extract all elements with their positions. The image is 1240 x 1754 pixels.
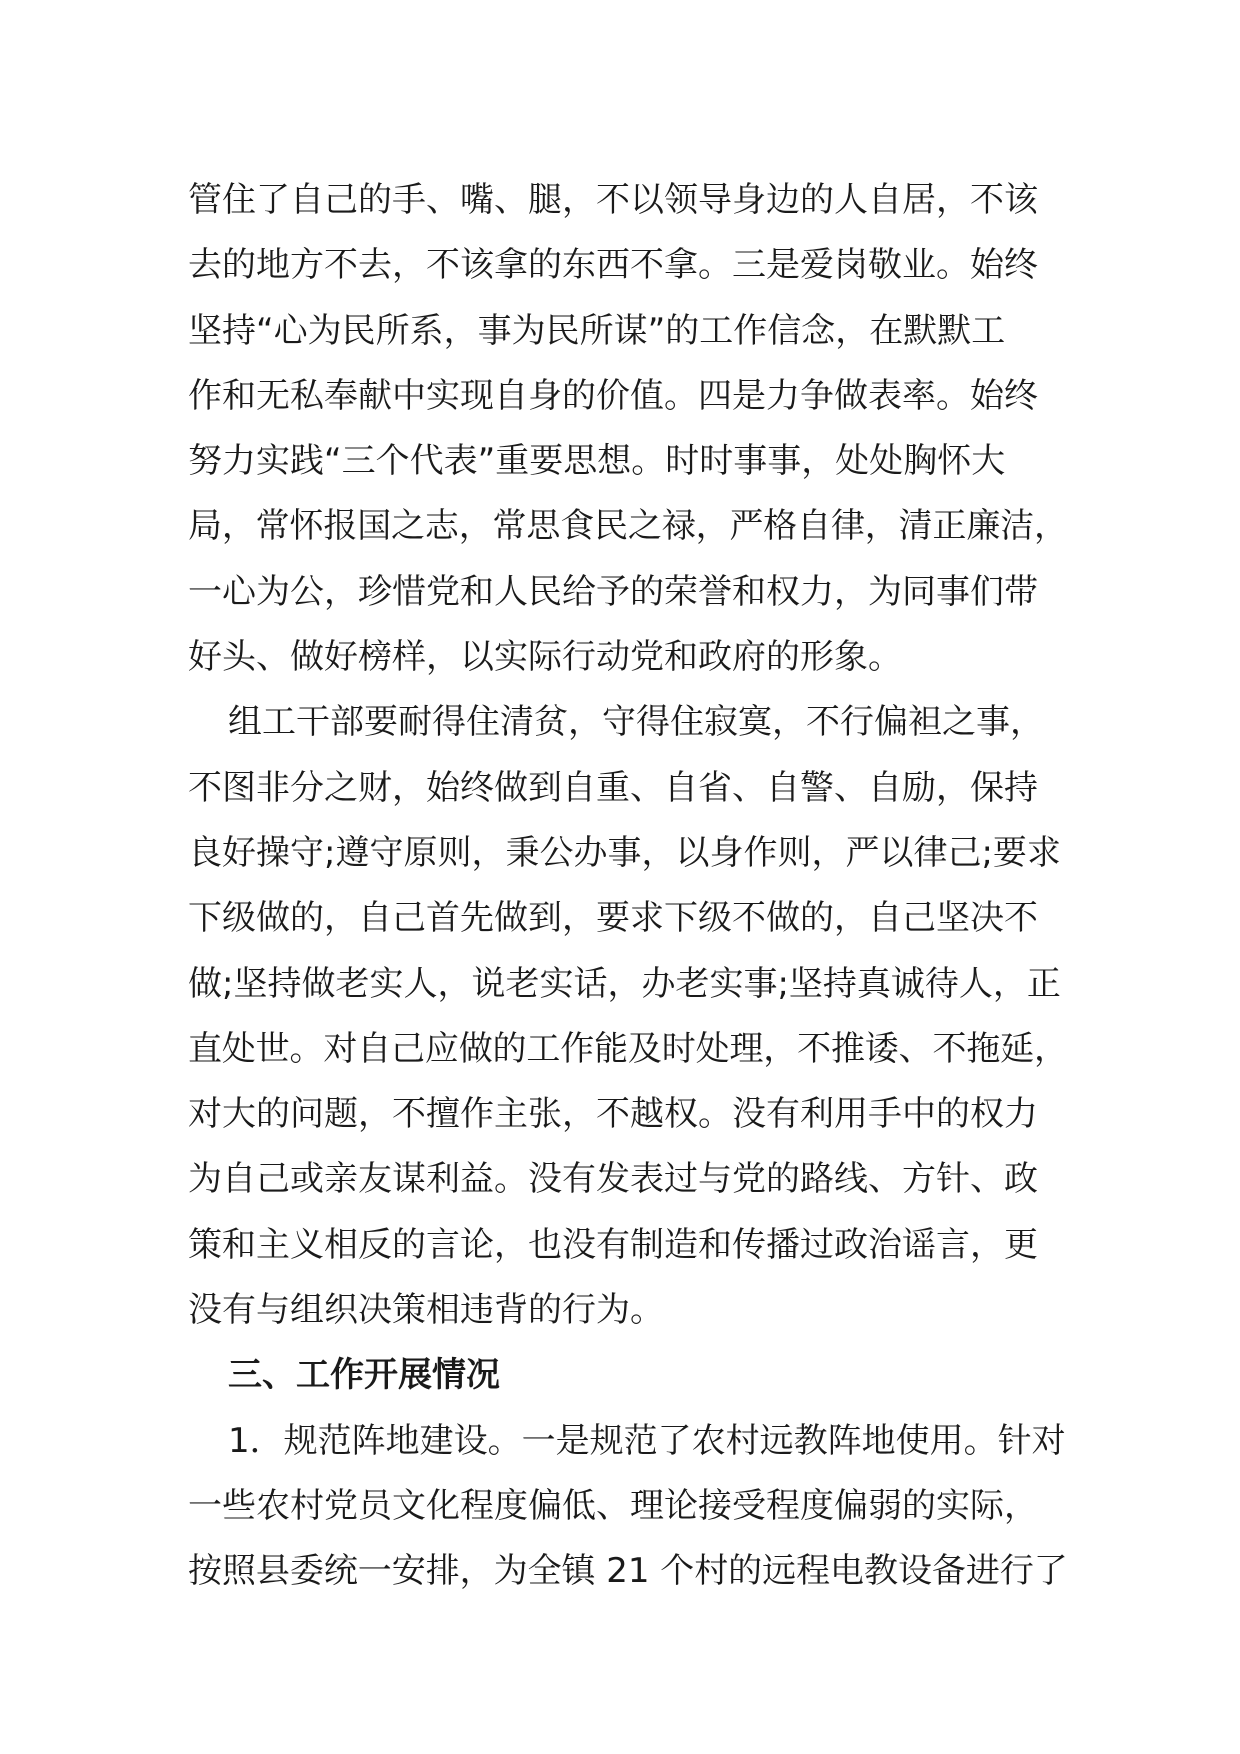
text-line: 为自己或亲友谋利益。没有发表过与党的路线、方针、政 (188, 1159, 1038, 1200)
text-line: 坚持“心为民所系，事为民所谋”的工作信念，在默默工 (188, 310, 1006, 351)
text-line: 去的地方不去，不该拿的东西不拿。三是爱岗敬业。始终 (188, 245, 1038, 286)
text-line: 局，常怀报国之志，常思食民之禄，严格自律，清正廉洁， (188, 506, 1068, 547)
document-body (188, 168, 1068, 1605)
text-line: 没有与组织决策相违背的行为。 (188, 1290, 664, 1331)
paragraph-first-line: 组工干部要耐得住清贫，守得住寂寞，不行偏袒之事， (228, 702, 1044, 743)
text-line: 管住了自己的手、嘴、腿，不以领导身边的人自居，不该 (188, 180, 1038, 220)
text-line: 一心为公，珍惜党和人民给予的荣誉和权力，为同事们带 (188, 571, 1038, 612)
text-line: 好头、做好榜样，以实际行动党和政府的形象。 (188, 637, 902, 678)
text-line: 策和主义相反的言论，也没有制造和传播过政治谣言，更 (188, 1224, 1038, 1265)
text-line: 直处世。对自己应做的工作能及时处理，不推诿、不拖延， (188, 1028, 1068, 1069)
text-line: 努力实践“三个代表”重要思想。时时事事，处处胸怀大 (188, 441, 1006, 482)
text-line: 不图非分之财，始终做到自重、自省、自警、自励，保持 (188, 767, 1038, 808)
text-line: 作和无私奉献中实现自身的价值。四是力争做表率。始终 (188, 375, 1038, 416)
section-heading: 三、工作开展情况 (228, 1355, 500, 1396)
text-line: 一些农村党员文化程度偏低、理论接受程度偏弱的实际， (188, 1485, 1038, 1526)
text-line: 做;坚持做老实人，说老实话，办老实事;坚持真诚待人，正 (188, 963, 1061, 1004)
paragraph-first-line: 1．规范阵地建设。一是规范了农村远教阵地使用。针对 (228, 1420, 1066, 1461)
text-line: 按照县委统一安排，为全镇 21 个村的远程电教设备进行了 (188, 1551, 1068, 1592)
text-line: 对大的问题，不擅作主张，不越权。没有利用手中的权力 (188, 1094, 1038, 1135)
text-line: 良好操守;遵守原则，秉公办事，以身作则，严以律己;要求 (188, 832, 1061, 873)
text-line: 下级做的，自己首先做到，要求下级不做的，自己坚决不 (188, 898, 1038, 939)
